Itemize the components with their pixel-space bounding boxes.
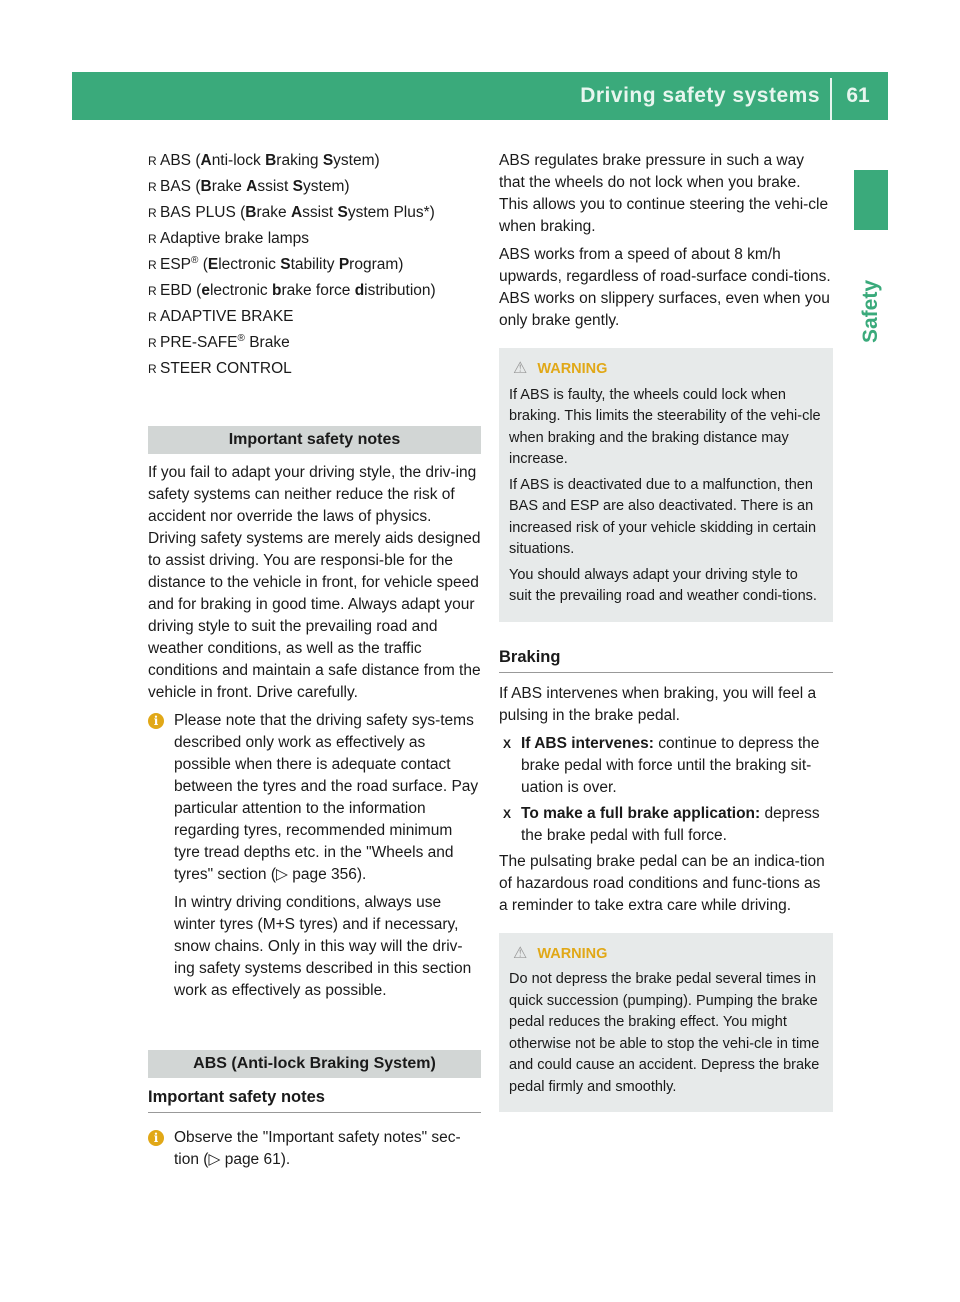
info-icon: i [148,1130,164,1146]
warning-triangle-icon: ⚠ [513,360,528,377]
list-item: R ESP® (Electronic Stability Program) [148,254,481,276]
warning-text: If ABS is deactivated due to a malfunction, then BAS and ESP are also deactivated. There is an increased risk of your vehicle skidding in certain situations. [509,476,817,557]
bullet-marker: R [148,310,157,324]
step-arrow-icon: X [503,806,512,821]
paragraph: The pulsating brake pedal can be an indica-tion of hazardous road conditions and func-tions as a reminder to take extra care while driving. [499,852,825,914]
warning-title: ⚠ WARNING [513,360,608,377]
list-item: R Adaptive brake lamps [148,228,481,250]
bullet-marker: R [148,206,157,220]
warning-text: Do not depress the brake pedal several times in quick succession (pumping). Pumping the brake pedal reduces the braking effect. You might otherwise not be able to stop the vehi-cle in time and could cause an accident. Depress the brake pedal firmly and smoothly. [509,971,820,1095]
bullet-marker: R [148,154,157,168]
info-note [148,710,481,1002]
feature-list [148,150,481,380]
section-label: Safety [859,279,882,343]
page-ref-arrow-icon: ▷ [275,866,288,883]
instruction-step: X If ABS intervenes: continue to depress the brake pedal with force until the braking sit-uation is over. [503,734,820,796]
list-item: R STEER CONTROL [148,358,481,380]
info-icon: i [148,713,164,729]
header-bar [72,72,888,120]
bullet-marker: R [148,336,157,350]
page-ref-arrow-icon: ▷ [208,1151,221,1168]
list-item: R BAS PLUS (Brake Assist System Plus*) [148,202,481,224]
section-heading: Important safety notes [148,426,481,454]
paragraph: ABS works from a speed of about 8 km/h upwards, regardless of road-surface condi-tions. ABS works on slippery surfaces, even when you only brake gently. [499,246,831,329]
list-item: R ABS (Anti-lock Braking System) [148,150,481,172]
list-item: R BAS (Brake Assist System) [148,176,481,198]
info-note [148,1127,481,1171]
paragraph: If you fail to adapt your driving style, the driv-ing safety systems can neither reduce the risk of accident nor override the laws of physics. Driving safety systems are merely aids designed to assist driving. You are responsi-ble for the distance to the vehicle in front, for vehicle speed and for braking in good time. Always adapt your driving style to suit the prevailing road and weather conditions, as well as the traffic conditions and maintain a safe distance from the vehicle in front. Drive carefully. [148,464,481,701]
warning-triangle-icon: ⚠ [513,944,528,962]
subsection-heading: Braking [499,646,833,673]
warning-box [499,933,833,1113]
note-text: Please note that the driving safety sys-tems described only work as effectively as possible when there is adequate contact between the tyres and the road surface. Pay particular attention to the information regarding tyres, recommended minimum tyre tread depths etc. in the "Wheels and tyres" section (▷ page 356). [174,712,479,883]
list-item: R ADAPTIVE BRAKE [148,306,481,328]
page-number: 61 [846,84,870,107]
step-arrow-icon: X [503,736,512,751]
list-item: R EBD (electronic brake force distribution) [148,280,481,302]
bullet-marker: R [148,284,157,298]
paragraph: If ABS intervenes when braking, you will feel a pulsing in the brake pedal. [499,684,817,724]
header-divider [830,78,832,120]
instruction-step: X To make a full brake application: depress the brake pedal with full force. [503,804,820,844]
note-text: In wintry driving conditions, always use winter tyres (M+S tyres) and if necessary, snow chains. Only in this way will the driv-ing safety systems described in this section work as effectively as possible. [174,894,472,999]
bullet-marker: R [148,258,157,272]
page-title: Driving safety systems [580,84,820,107]
section-tab [854,170,888,230]
section-heading: ABS (Anti-lock Braking System) [148,1050,481,1078]
right-column [499,150,833,1112]
left-column [148,150,481,1177]
list-item: R PRE-SAFE® Brake [148,332,481,354]
warning-title: ⚠ WARNING [513,944,608,962]
subsection-heading: Important safety notes [148,1086,481,1113]
bullet-marker: R [148,362,157,376]
bullet-marker: R [148,180,157,194]
note-text: Observe the "Important safety notes" sec-tion (▷ page 61). [174,1129,461,1168]
warning-text: You should always adapt your driving style to suit the prevailing road and weather condi-tions. [509,566,817,604]
paragraph: ABS regulates brake pressure in such a way that the wheels do not lock when you brake. This allows you to continue steering the vehi-cle when braking. [499,152,829,235]
warning-text: If ABS is faulty, the wheels could lock when braking. This limits the steerability of the vehi-cle when braking and the braking distance may increase. [509,386,821,467]
bullet-marker: R [148,232,157,246]
warning-box [499,348,833,622]
